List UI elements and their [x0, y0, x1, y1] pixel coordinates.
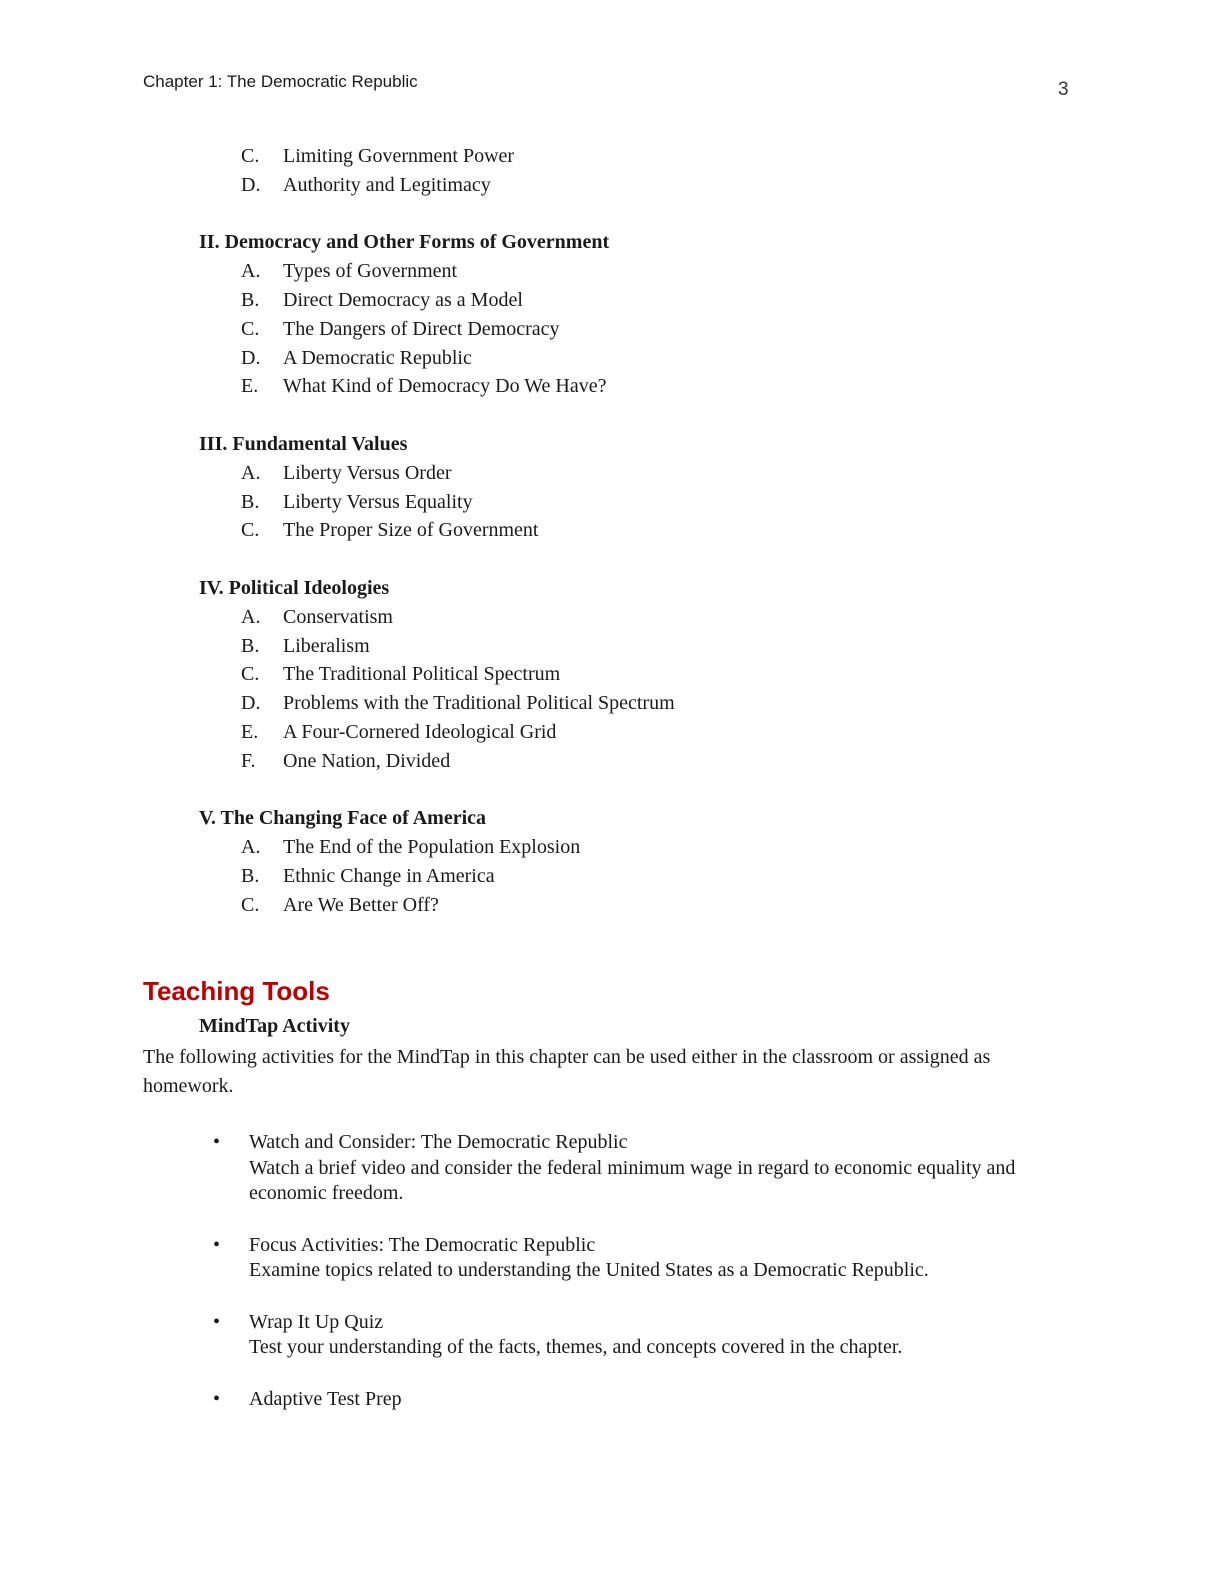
- section-spacer: [199, 545, 1099, 574]
- outline-item-text: Problems with the Traditional Political Spectrum: [283, 692, 675, 715]
- outline-item-letter: C.: [241, 663, 260, 686]
- outline-item: [199, 315, 1099, 344]
- outline-item-letter: C.: [241, 519, 260, 542]
- activity-description: Examine topics related to understanding the United States as a Democratic Republic.: [249, 1259, 929, 1281]
- bullet-icon: •: [213, 1233, 221, 1256]
- outline-item-letter: B.: [241, 864, 260, 887]
- outline-item: [199, 459, 1099, 488]
- outline-item-letter: C.: [241, 145, 260, 167]
- outline-item-text: Are We Better Off?: [283, 893, 439, 916]
- outline-item-letter: B.: [241, 288, 260, 311]
- activity-title: Adaptive Test Prep: [249, 1387, 402, 1410]
- outline-item-letter: B.: [241, 490, 260, 513]
- activity-title: Focus Activities: The Democratic Republic: [249, 1233, 596, 1256]
- outline-item: [199, 257, 1099, 286]
- outline-item-text: Liberalism: [283, 634, 370, 657]
- outline-item-letter: F.: [241, 749, 256, 772]
- activity-item: [143, 1310, 1083, 1361]
- bullet-icon: •: [213, 1310, 221, 1333]
- outline-item-letter: D.: [241, 346, 261, 369]
- outline-item-text: The Traditional Political Spectrum: [283, 663, 561, 686]
- activity-list: [143, 1130, 1083, 1438]
- outline-item-letter: C.: [241, 893, 260, 916]
- outline-item: [199, 632, 1099, 661]
- outline-item-text: Conservatism: [283, 605, 393, 628]
- section-heading: III. Fundamental Values: [199, 432, 408, 455]
- activity-body: [249, 1387, 1083, 1413]
- outline-item: [199, 286, 1099, 315]
- outline-item: [199, 891, 1099, 920]
- outline-item: [199, 488, 1099, 517]
- outline-item-text: The Dangers of Direct Democracy: [283, 317, 560, 340]
- page-number: 3: [1058, 79, 1069, 100]
- section-spacer: [199, 200, 1099, 229]
- activity-item: [143, 1387, 1083, 1413]
- activity-body: [249, 1233, 1083, 1284]
- outline-item-letter: A.: [241, 836, 261, 859]
- outline-item-text: Limiting Government Power: [283, 145, 515, 167]
- activity-description: Test your understanding of the facts, themes, and concepts covered in the chapter.: [249, 1336, 903, 1358]
- section-spacer: [199, 401, 1099, 430]
- outline-item-text: A Democratic Republic: [283, 346, 472, 369]
- intro-paragraph: The following activities for the MindTap in this chapter can be used either in the classroom or assigned as homework.: [143, 1046, 991, 1097]
- outline-item-text: Ethnic Change in America: [283, 864, 495, 887]
- activity-item: [143, 1130, 1083, 1207]
- outline-item-letter: D.: [241, 173, 261, 196]
- activity-body: [249, 1130, 1083, 1207]
- running-header: Chapter 1: The Democratic Republic: [143, 72, 418, 91]
- outline-item: [199, 689, 1099, 718]
- activity-title: Watch and Consider: The Democratic Republic: [249, 1131, 628, 1153]
- outline-item-letter: E.: [241, 720, 259, 743]
- outline-item: [199, 747, 1099, 776]
- outline-item: [199, 372, 1099, 401]
- outline-item-text: One Nation, Divided: [283, 749, 451, 772]
- outline-item-text: Direct Democracy as a Model: [283, 288, 523, 311]
- outline-item-text: What Kind of Democracy Do We Have?: [283, 375, 607, 398]
- outline-item-letter: B.: [241, 634, 260, 657]
- activity-body: [249, 1310, 1083, 1361]
- outline-item-letter: A.: [241, 260, 261, 283]
- outline-item: [199, 862, 1099, 891]
- outline-item: [199, 344, 1099, 373]
- section-heading: II. Democracy and Other Forms of Government: [199, 231, 610, 254]
- activity-description: Watch a brief video and consider the federal minimum wage in regard to economic equality and economic freedom.: [249, 1156, 1016, 1204]
- outline-item: [199, 660, 1099, 689]
- outline-item: [199, 516, 1099, 545]
- outline-item-text: Liberty Versus Equality: [283, 490, 473, 513]
- outline-item-letter: C.: [241, 317, 260, 340]
- activity-title: Wrap It Up Quiz: [249, 1310, 384, 1333]
- teaching-tools-title: Teaching Tools: [143, 976, 330, 1006]
- outline-item: [199, 833, 1099, 862]
- outline-item-text: Liberty Versus Order: [283, 461, 452, 484]
- outline-item-letter: A.: [241, 461, 261, 484]
- outline-item-text: The Proper Size of Government: [283, 519, 539, 542]
- outline-item: [199, 718, 1099, 747]
- outline-item-letter: D.: [241, 692, 261, 715]
- outline-item-text: Authority and Legitimacy: [283, 173, 491, 196]
- section-spacer: [199, 776, 1099, 805]
- outline-item-letter: E.: [241, 375, 259, 398]
- section-heading: V. The Changing Face of America: [199, 807, 487, 830]
- outline-item-letter: A.: [241, 605, 261, 628]
- bullet-icon: •: [213, 1387, 221, 1410]
- outline-item: [199, 142, 1099, 171]
- outline-item-text: The End of the Population Explosion: [283, 836, 581, 859]
- bullet-icon: •: [213, 1131, 221, 1153]
- section-heading: IV. Political Ideologies: [199, 576, 390, 599]
- mindtap-heading: MindTap Activity: [199, 1015, 350, 1037]
- chapter-outline: [199, 142, 1099, 920]
- activity-item: [143, 1233, 1083, 1284]
- outline-item-text: Types of Government: [283, 260, 458, 283]
- outline-item-text: A Four-Cornered Ideological Grid: [283, 720, 557, 743]
- outline-item: [199, 171, 1099, 200]
- outline-item: [199, 603, 1099, 632]
